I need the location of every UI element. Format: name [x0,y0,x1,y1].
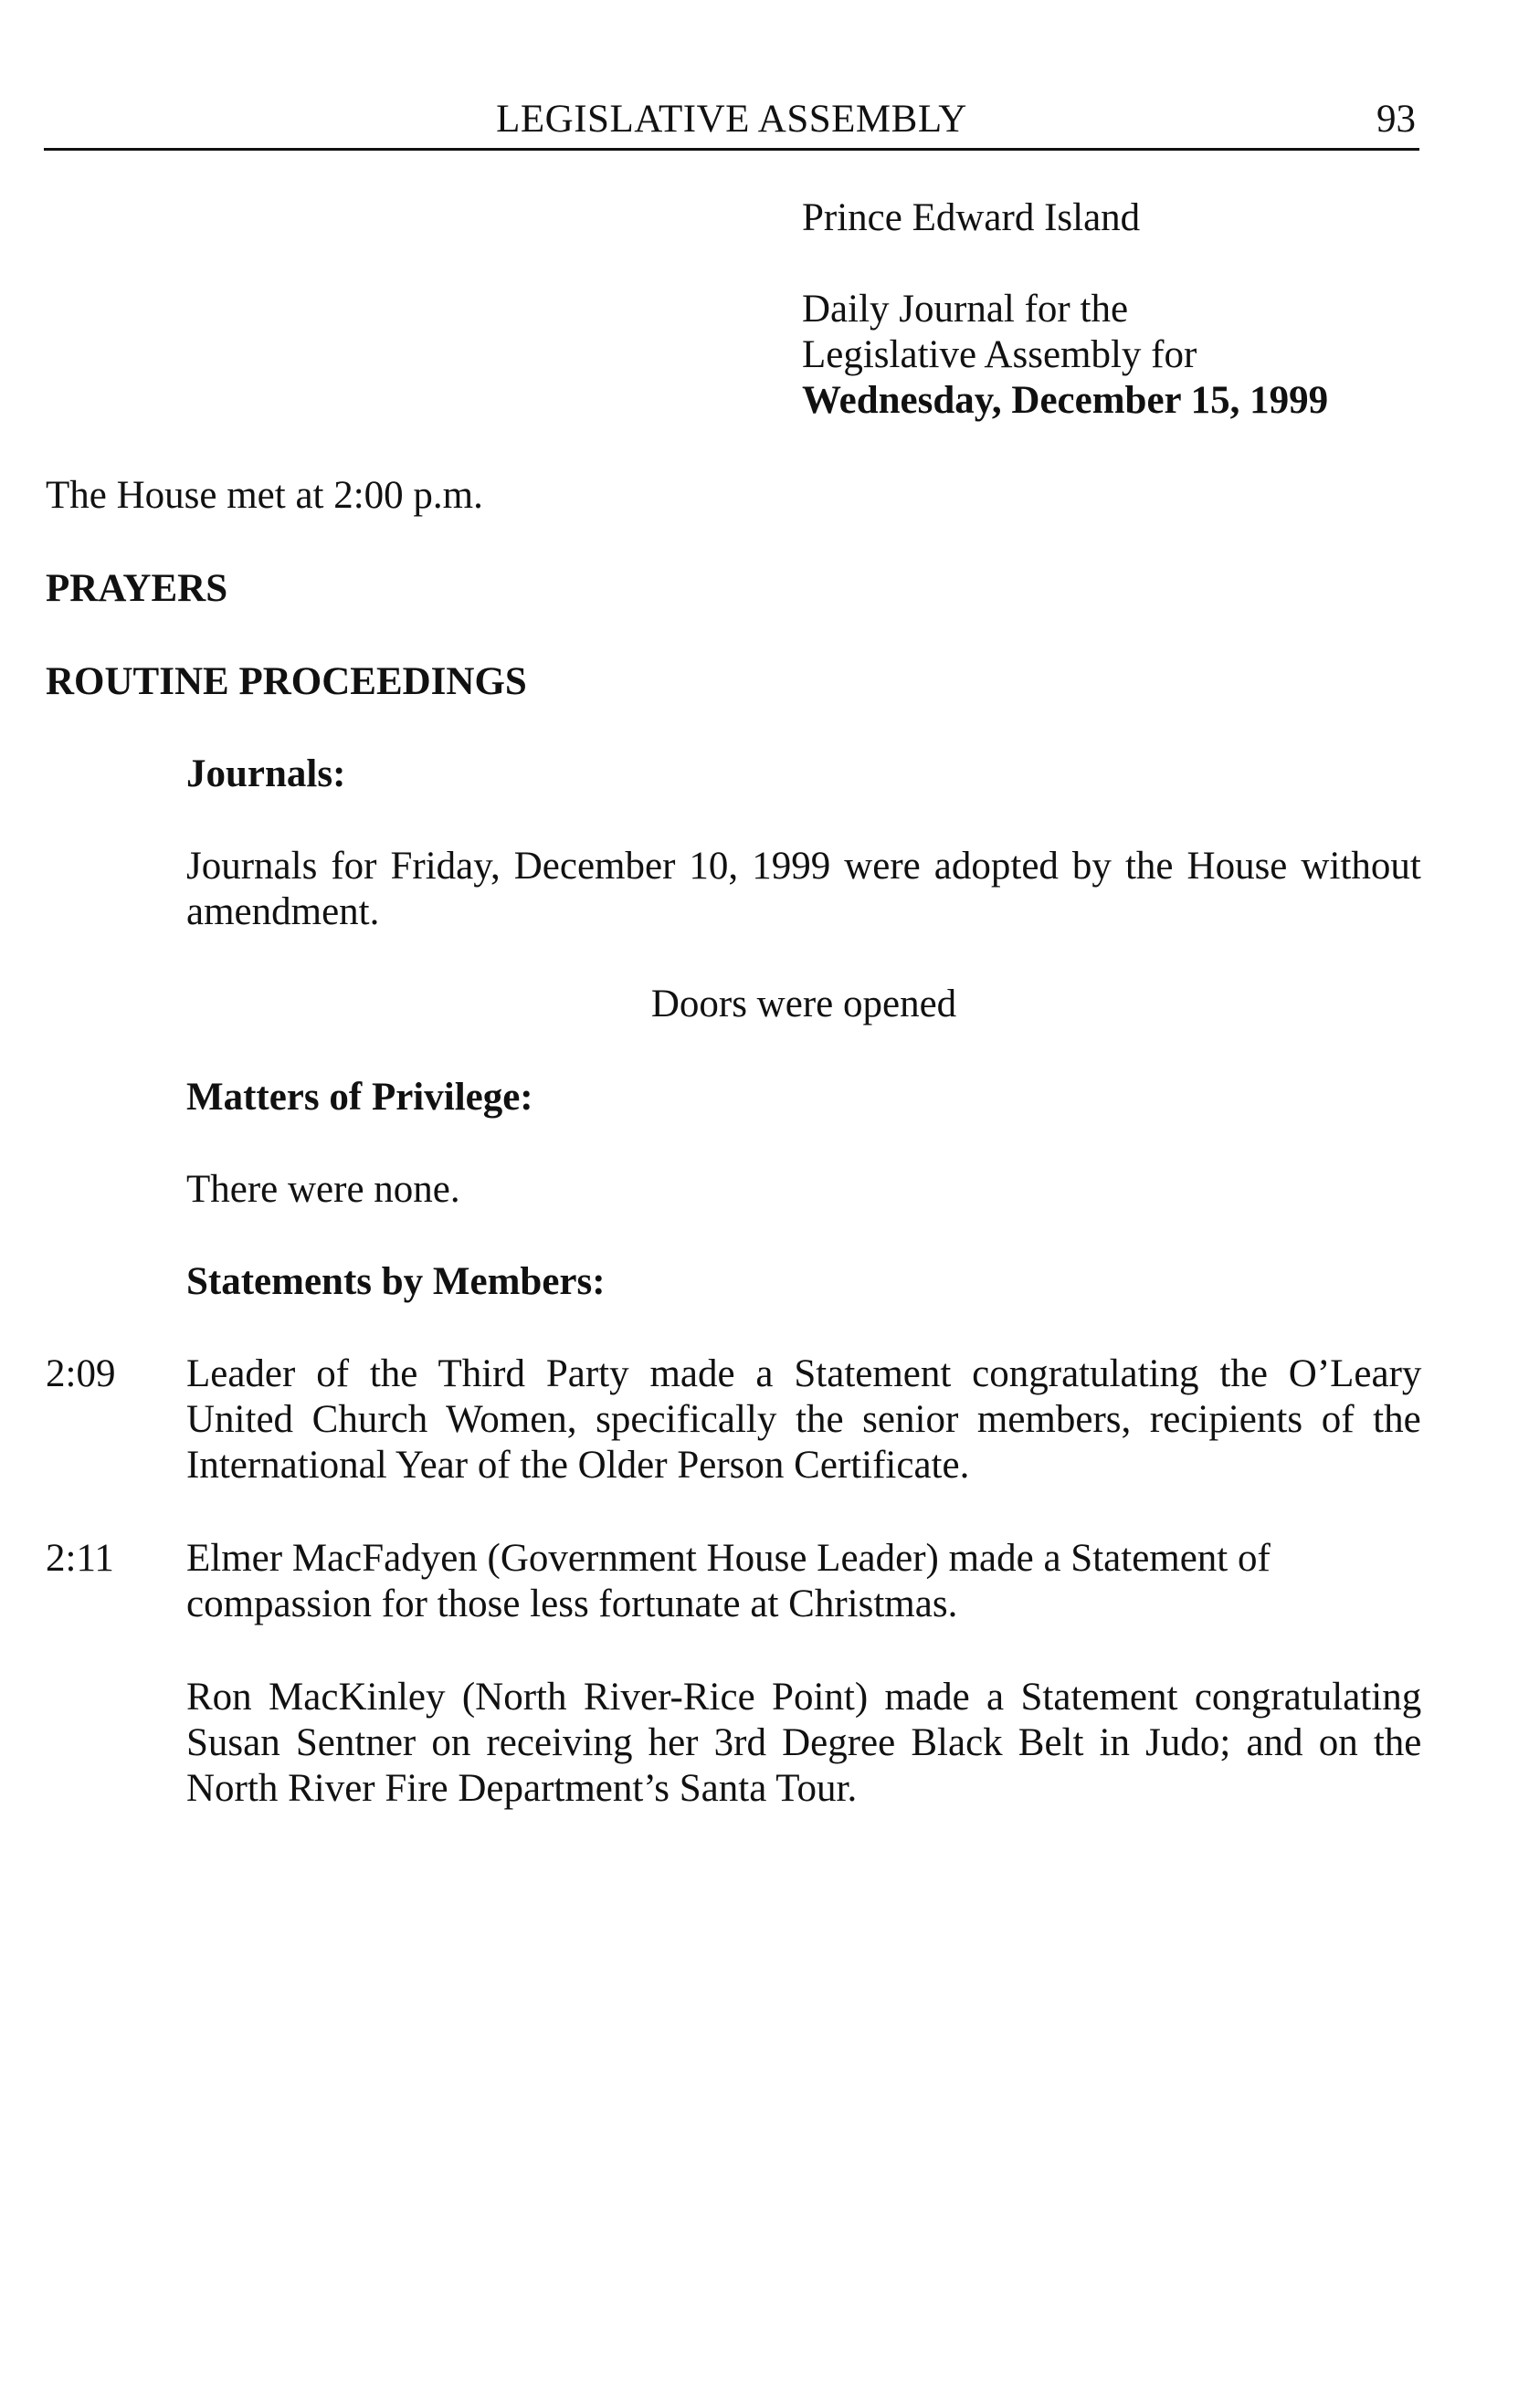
prayers-heading: PRAYERS [46,567,228,610]
page-number: 93 [1376,98,1416,141]
statement-line: Susan Sentner on receiving her 3rd Degree Black Belt in Judo; and on the [186,1721,1422,1764]
journal-line-1: Daily Journal for the [802,288,1129,331]
journal-line-2: Legislative Assembly for [802,333,1197,376]
header-title: LEGISLATIVE ASSEMBLY [496,98,967,141]
running-header [44,91,1419,151]
statement-line: compassion for those less fortunate at Christmas. [186,1583,958,1625]
doors-opened-note: Doors were opened [650,983,957,1025]
journals-line-1: Journals for Friday, December 10, 1999 were adopted by the House without [186,845,1421,888]
statement-time: 2:11 [46,1537,114,1580]
statement-line: United Church Women, specifically the senior members, recipients of the [186,1398,1421,1441]
privilege-text: There were none. [186,1168,460,1211]
statement-line: North River Fire Department’s Santa Tour. [186,1767,858,1810]
journal-date: Wednesday, December 15, 1999 [802,379,1329,422]
statement-entry [186,1675,1421,1812]
statement-line: Leader of the Third Party made a Statement congratulating the O’Leary [186,1352,1422,1395]
opening-line: The House met at 2:00 p.m. [46,474,483,517]
statement-line: Ron MacKinley (North River-Rice Point) made a Statement congratulating [186,1676,1422,1719]
journals-paragraph [186,844,1421,935]
statements-heading: Statements by Members: [186,1260,606,1303]
routine-proceedings-heading: ROUTINE PROCEEDINGS [46,660,527,703]
privilege-heading: Matters of Privilege: [186,1076,533,1119]
journals-line-2: amendment. [186,890,380,933]
statement-line: International Year of the Older Person Certificate. [186,1444,970,1487]
statement-time: 2:09 [46,1352,116,1395]
statement-line: Elmer MacFadyen (Government House Leader) made a Statement of [186,1537,1271,1580]
statement-entry [186,1351,1421,1488]
masthead [802,195,1460,424]
statement-entry [186,1536,1421,1627]
province-name: Prince Edward Island [802,196,1141,239]
journals-heading: Journals: [186,752,346,795]
